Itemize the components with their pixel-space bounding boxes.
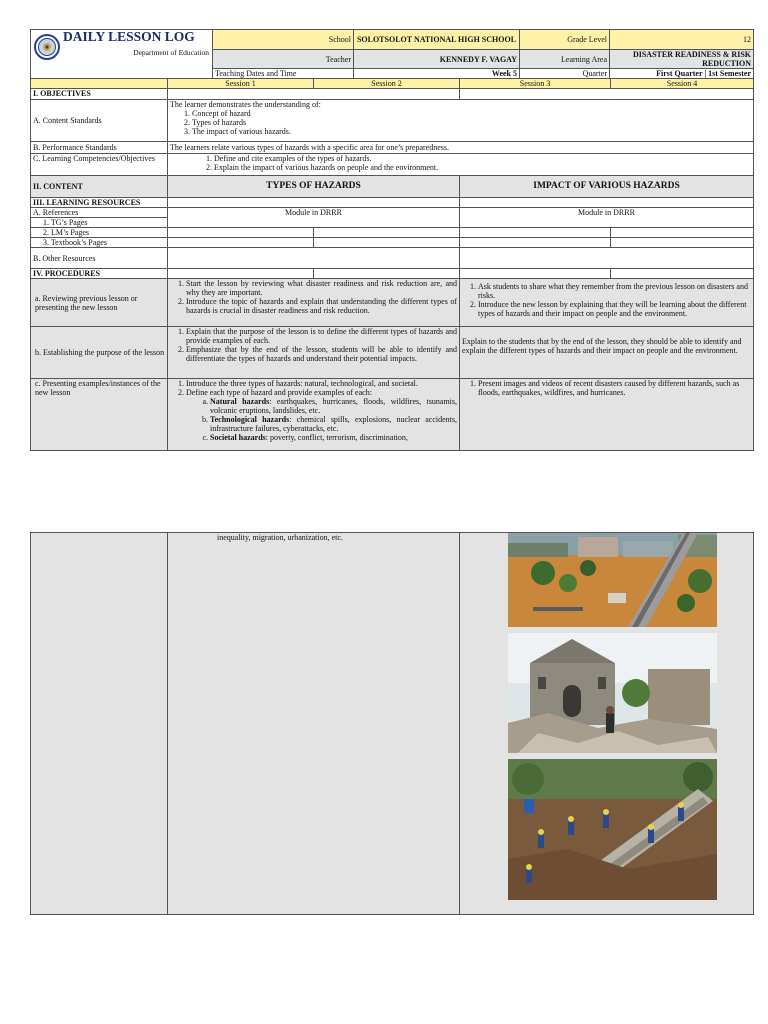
module-right: Module in DRRR bbox=[460, 208, 754, 228]
quarter-value: First Quarter | 1st Semester bbox=[610, 69, 754, 79]
list-item bbox=[186, 388, 457, 442]
procedure-c-left-list bbox=[170, 379, 457, 442]
societal-hazards-text: : poverty, conflict, terrorism, discrimination, bbox=[265, 433, 408, 442]
references-label: A. References bbox=[31, 208, 168, 218]
lm-s3 bbox=[460, 228, 611, 238]
performance-standards-text: The learners relate various types of hazards with a specific area for one’s preparedness. bbox=[168, 142, 754, 154]
grade-level-label: Grade Level bbox=[520, 30, 610, 50]
header-table bbox=[30, 29, 754, 79]
other-right bbox=[460, 248, 754, 269]
school-label: School bbox=[213, 30, 354, 50]
list-item: 2. Introduce the topic of hazards and explain that understanding the different types of hazards is crucial in disaster readiness and risk reduction. bbox=[186, 297, 457, 315]
tg-pages-label: 1. TG’s Pages bbox=[31, 218, 168, 228]
lesson-body-table bbox=[30, 78, 754, 451]
societal-hazards-item bbox=[210, 433, 457, 442]
continuation-table bbox=[30, 532, 754, 915]
list-item: 3. The impact of various hazards. bbox=[192, 127, 751, 136]
session-1-header: Session 1 bbox=[168, 79, 314, 89]
procedure-a-right bbox=[460, 279, 754, 327]
natural-hazards-item bbox=[210, 397, 457, 415]
performance-standards-label: B. Performance Standards bbox=[31, 142, 168, 154]
societal-hazards-continued: inequality, migration, urbanization, etc. bbox=[217, 533, 343, 542]
list-item: 1. Start the lesson by reviewing what disaster readiness and risk reduction are, and why they are important. bbox=[186, 279, 457, 297]
header-logo-block bbox=[31, 30, 213, 79]
content-standards-intro: The learner demonstrates the understanding of: bbox=[170, 100, 321, 109]
resources-blank-left bbox=[168, 198, 460, 208]
school-value: SOLOTSOLOT NATIONAL HIGH SCHOOL bbox=[354, 30, 520, 50]
flood-photo bbox=[508, 533, 717, 627]
deped-seal-icon bbox=[34, 34, 60, 60]
objectives-blank-left bbox=[168, 89, 460, 100]
procedure-c-right-list bbox=[462, 379, 751, 397]
content-left-topic: TYPES OF HAZARDS bbox=[168, 176, 460, 198]
list-item: 2. Emphasize that by the end of the lesson, students will be able to identify and differentiate the types of hazards and understand their potential impacts. bbox=[186, 345, 457, 363]
define-hazards-text: Define each type of hazard and provide examples of each: bbox=[186, 388, 372, 397]
natural-hazards-text: : earthquakes, hurricanes, floods, wildfires, tsunamis, volcanic eruptions, landslides, etc. bbox=[210, 397, 458, 415]
competencies-label: C. Learning Competencies/Objectives bbox=[31, 154, 168, 176]
content-standards-list bbox=[170, 109, 751, 136]
objectives-blank-right bbox=[460, 89, 754, 100]
daily-lesson-log-title: DAILY LESSON LOG bbox=[63, 29, 195, 44]
tb-s1 bbox=[168, 238, 314, 248]
list-item: 1. Introduce the three types of hazards: natural, technological, and societal. bbox=[186, 379, 457, 388]
lm-s2 bbox=[314, 228, 460, 238]
grade-level-value: 12 bbox=[610, 30, 754, 50]
lm-pages-label: 2. LM’s Pages bbox=[31, 228, 168, 238]
procedures-heading: IV. PROCEDURES bbox=[31, 269, 168, 279]
procedure-b-left-list bbox=[170, 327, 457, 363]
list-item: 1. Explain that the purpose of the lesson is to define the different types of hazards and provide examples of each. bbox=[186, 327, 457, 345]
hazard-types-list bbox=[186, 397, 457, 442]
tb-s4 bbox=[611, 238, 754, 248]
technological-hazards-text: : chemical spills, explosions, nuclear accidents, infrastructure failures, cyberattacks, etc. bbox=[210, 415, 458, 433]
teacher-label: Teacher bbox=[213, 50, 354, 69]
disaster-photos-cell bbox=[460, 533, 754, 915]
procedure-b-left bbox=[168, 327, 460, 379]
lm-s1 bbox=[168, 228, 314, 238]
technological-hazards-term: Technological hazards bbox=[210, 415, 290, 424]
procedure-c-right bbox=[460, 379, 754, 451]
tb-s2 bbox=[314, 238, 460, 248]
list-item: 2. Types of hazards bbox=[192, 118, 751, 127]
continuation-left-cell bbox=[168, 533, 460, 915]
procedure-c-label: c. Presenting examples/instances of the new lesson bbox=[31, 379, 168, 451]
other-resources-label: B. Other Resources bbox=[31, 248, 168, 269]
content-standards-cell bbox=[168, 100, 754, 142]
tb-s3 bbox=[460, 238, 611, 248]
list-item: 1. Concept of hazard bbox=[192, 109, 751, 118]
teacher-value: KENNEDY F. VAGAY bbox=[354, 50, 520, 69]
list-item: 1. Ask students to share what they remember from the previous lesson on disasters and risks. bbox=[478, 282, 751, 300]
continuation-label-cell bbox=[31, 533, 168, 915]
landslide-rescue-photo bbox=[508, 759, 717, 900]
learning-area-value: DISASTER READINESS & RISK REDUCTION bbox=[610, 50, 754, 69]
department-label: Department of Education bbox=[133, 48, 209, 57]
content-right-topic: IMPACT OF VARIOUS HAZARDS bbox=[460, 176, 754, 198]
session-2-header: Session 2 bbox=[314, 79, 460, 89]
competencies-cell bbox=[168, 154, 754, 176]
teaching-dates-value: Week 5 bbox=[354, 69, 520, 79]
module-left: Module in DRRR bbox=[168, 208, 460, 228]
procedure-c-left bbox=[168, 379, 460, 451]
lm-s4 bbox=[611, 228, 754, 238]
list-item: 1. Define and cite examples of the types of hazards. bbox=[214, 154, 751, 163]
lesson-log-page-1 bbox=[30, 29, 753, 451]
learning-area-label: Learning Area bbox=[520, 50, 610, 69]
list-item: 2. Explain the impact of various hazards on people and the environment. bbox=[214, 163, 751, 172]
competencies-list bbox=[170, 154, 751, 172]
quarter-label: Quarter bbox=[520, 69, 610, 79]
procedure-a-right-list bbox=[462, 282, 751, 318]
content-standards-label: A. Content Standards bbox=[31, 100, 168, 142]
procedure-a-label: a. Reviewing previous lesson or presenting the new lesson bbox=[31, 279, 168, 327]
procedure-a-left bbox=[168, 279, 460, 327]
technological-hazards-item bbox=[210, 415, 457, 433]
procedure-b-right: Explain to the students that by the end of the lesson, they should be able to identify and explain the different types of hazards and their impact on people and the environment. bbox=[460, 327, 754, 379]
session-4-header: Session 4 bbox=[611, 79, 754, 89]
session-3-header: Session 3 bbox=[460, 79, 611, 89]
proc-s1 bbox=[168, 269, 314, 279]
textbook-pages-label: 3. Textbook’s Pages bbox=[31, 238, 168, 248]
list-item: 2. Introduce the new lesson by explaining that they will be learning about the different types of hazards and their impact on people and the environment. bbox=[478, 300, 751, 318]
societal-hazards-term: Societal hazards bbox=[210, 433, 266, 442]
earthquake-church-photo bbox=[508, 633, 717, 753]
objectives-heading: I. OBJECTIVES bbox=[31, 89, 168, 100]
proc-s4 bbox=[611, 269, 754, 279]
procedure-a-left-list bbox=[170, 279, 457, 315]
lesson-log-page-2 bbox=[30, 532, 753, 915]
teaching-dates-label: Teaching Dates and Time bbox=[213, 69, 354, 79]
proc-s2 bbox=[314, 269, 460, 279]
other-left bbox=[168, 248, 460, 269]
resources-blank-right bbox=[460, 198, 754, 208]
list-item: 1. Present images and videos of recent disasters caused by different hazards, such as floods, earthquakes, wildfires, and hurricanes. bbox=[478, 379, 751, 397]
content-heading: II. CONTENT bbox=[31, 176, 168, 198]
procedure-b-label: b. Establishing the purpose of the lesson bbox=[31, 327, 168, 379]
session-header-blank bbox=[31, 79, 168, 89]
proc-s3 bbox=[460, 269, 611, 279]
learning-resources-heading: III. LEARNING RESOURCES bbox=[31, 198, 168, 208]
natural-hazards-term: Natural hazards bbox=[210, 397, 270, 406]
